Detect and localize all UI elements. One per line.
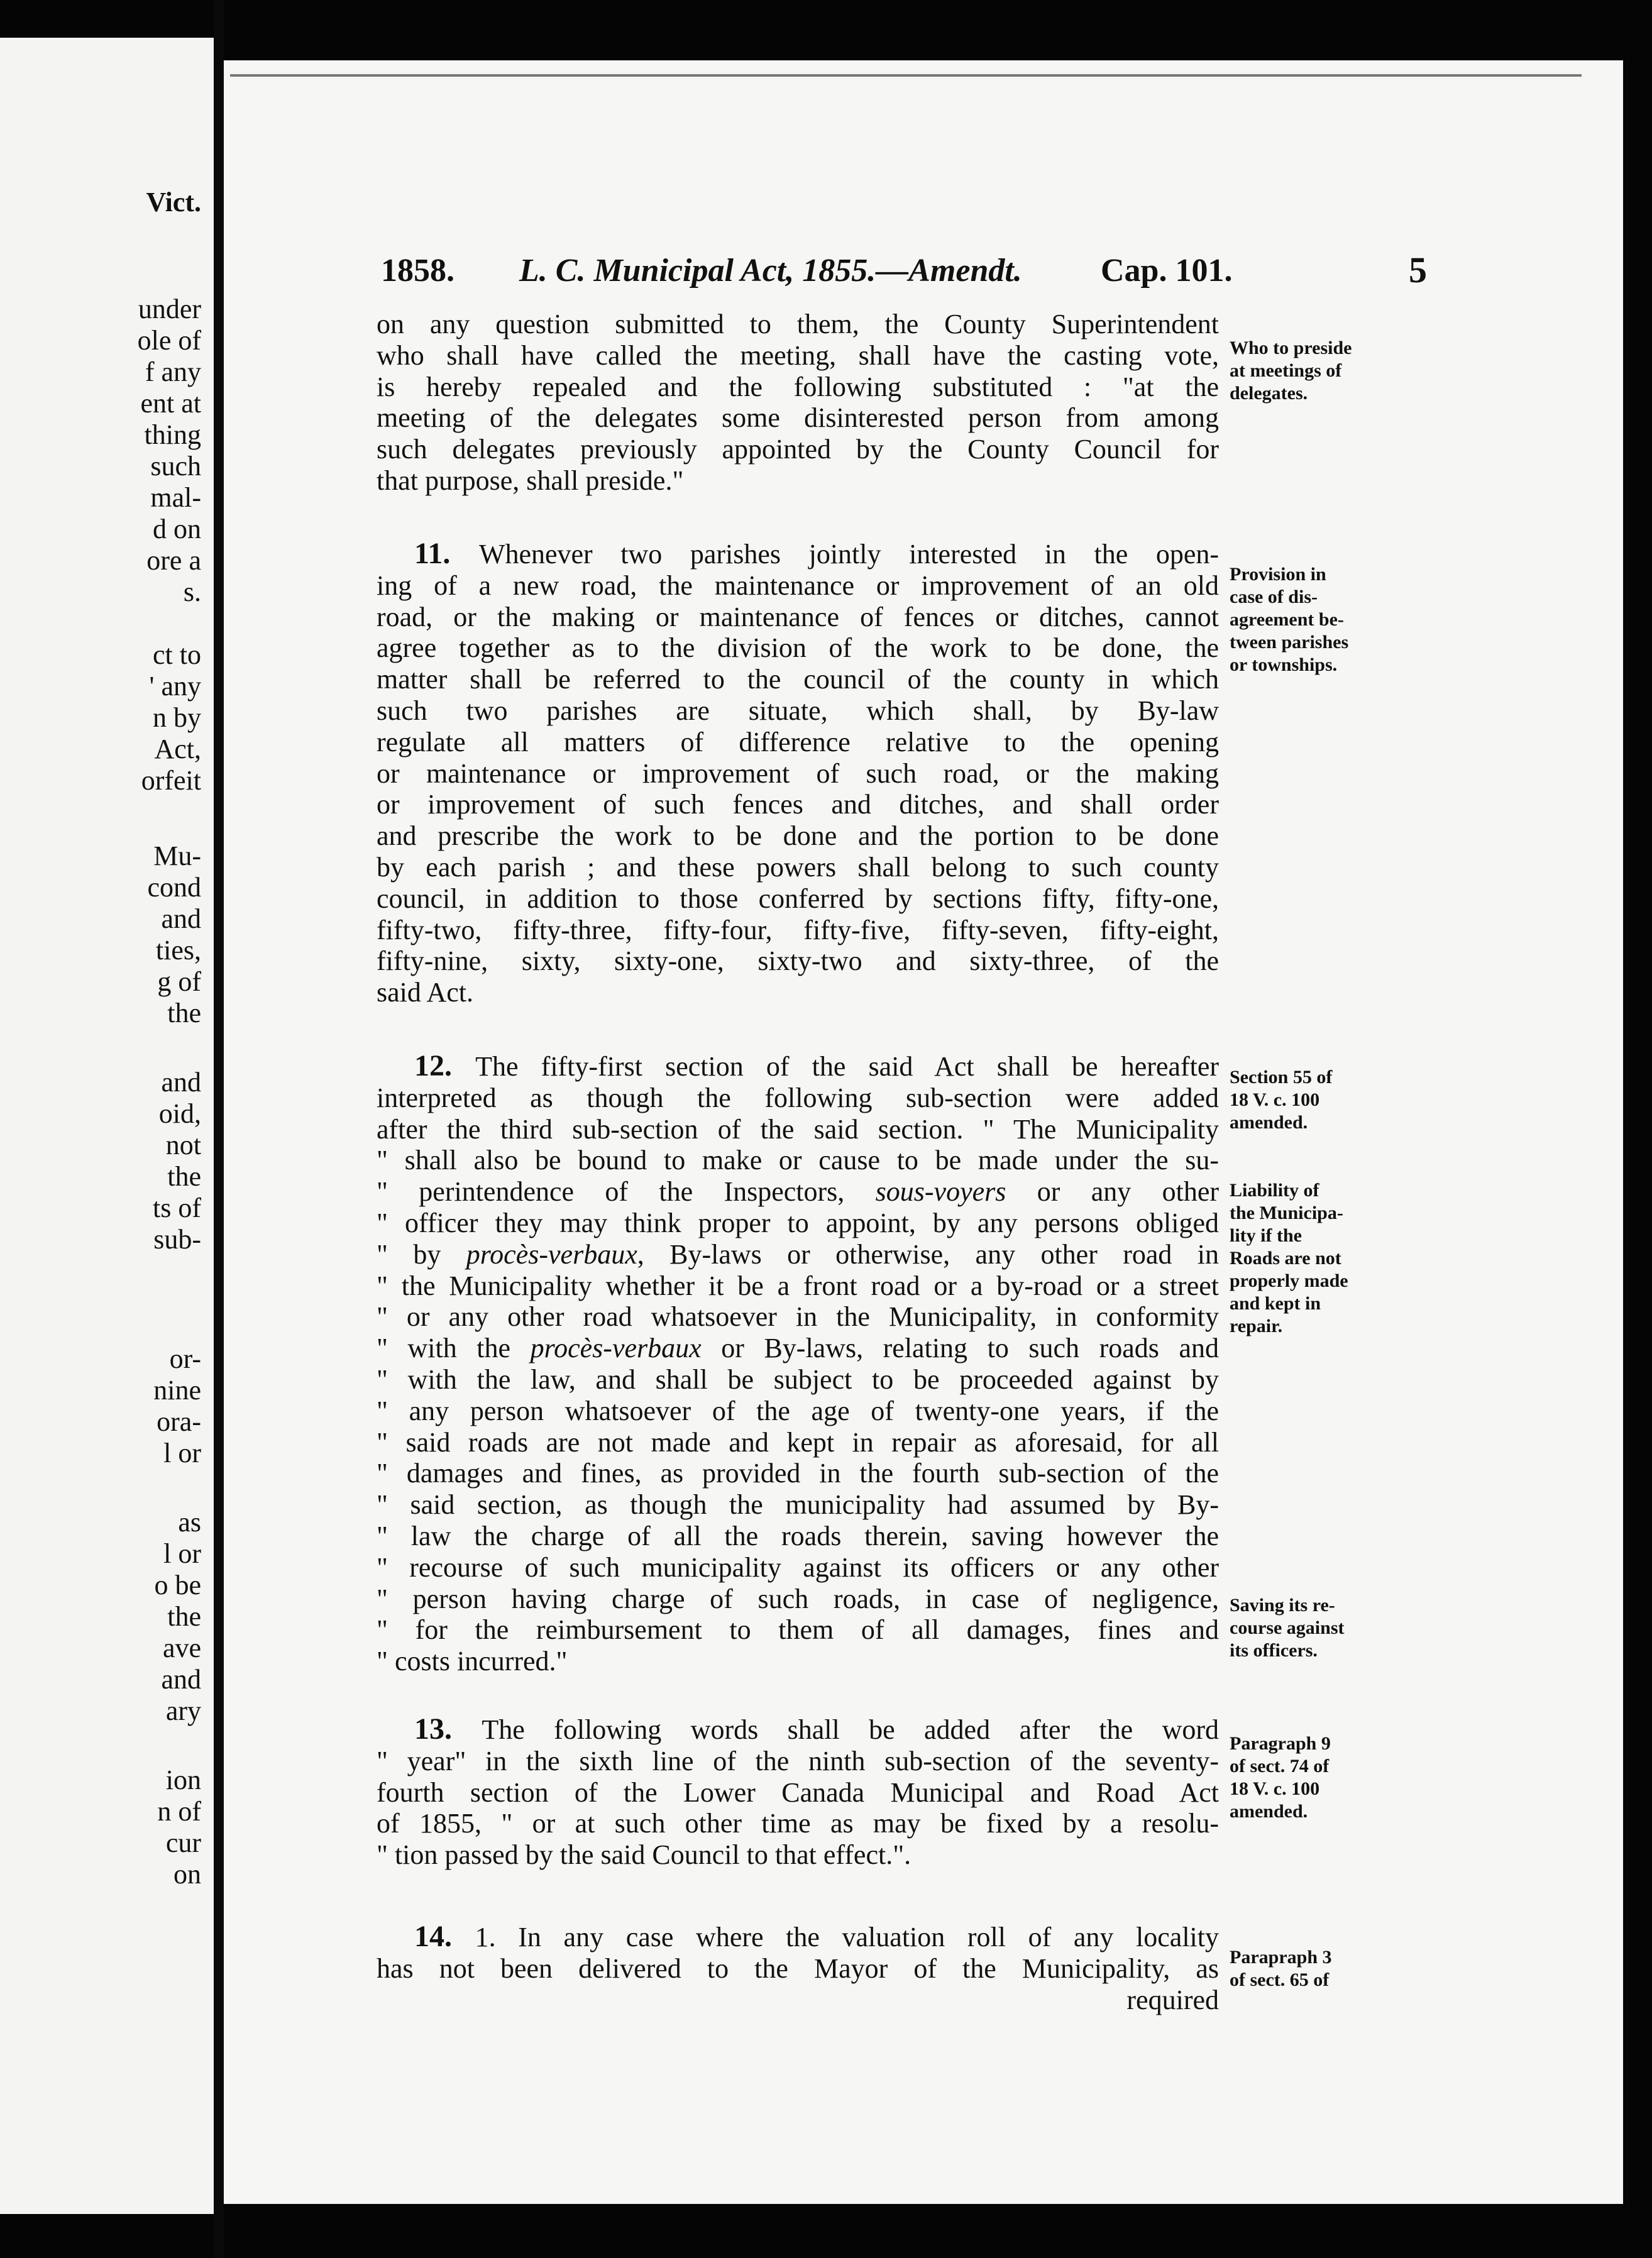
- margin-note: [1230, 337, 1377, 405]
- header-title: L. C. Municipal Act, 1855.—Amendt.: [519, 253, 1022, 289]
- margin-note-line: at meetings of: [1230, 360, 1342, 381]
- paragraph-line: " damages and fines, as provided in the fourth sub-section of the: [377, 1458, 1219, 1489]
- margin-note: [1230, 1066, 1377, 1134]
- paragraph-line: and prescribe the work to be done and the portion to be done: [377, 820, 1219, 852]
- previous-page-fragment: orfeit: [141, 765, 201, 796]
- paragraph-line: that purpose, shall preside.": [377, 465, 684, 496]
- previous-page-fragment: n of: [157, 1796, 201, 1827]
- paragraph-line: after the third sub-section of the said section. " The Municipality: [377, 1113, 1219, 1145]
- paragraph-line: fifty-nine, sixty, sixty-one, sixty-two and sixty-three, of the: [377, 945, 1219, 977]
- previous-page-fragment: s.: [183, 576, 201, 607]
- previous-page-fragment: the: [167, 1601, 201, 1632]
- previous-page-fragment: ent at: [140, 388, 201, 419]
- previous-page-fragment: and: [161, 903, 201, 934]
- margin-note-line: Paragraph 9: [1230, 1733, 1331, 1754]
- previous-page-fragment: d on: [153, 514, 201, 544]
- paragraph-line-text: The following words shall be added after the word: [482, 1714, 1219, 1745]
- section-number: 12.: [414, 1049, 476, 1082]
- previous-page-fragment: ary: [165, 1695, 201, 1726]
- paragraph-line-text: The fifty-first section of the said Act shall be hereafter: [475, 1051, 1219, 1082]
- paragraph-section: [377, 1921, 1219, 2015]
- header-year: 1858.: [381, 253, 454, 289]
- paragraph-line: by each parish ; and these powers shall belong to such county: [377, 851, 1219, 883]
- previous-page-fragment: ave: [162, 1633, 201, 1663]
- margin-note-line: Roads are not: [1230, 1248, 1341, 1269]
- margin-note-line: repair.: [1230, 1316, 1283, 1336]
- paragraph-line: of 1855, " or at such other time as may be fixed by a resolu-: [377, 1808, 1219, 1839]
- margin-note: [1230, 563, 1377, 676]
- previous-page-fragment: ct to: [153, 639, 201, 670]
- paragraph-line: " tion passed by the said Council to that effect.".: [377, 1839, 911, 1871]
- paragraph-line: " the Municipality whether it be a front road or a by-road or a street: [377, 1270, 1219, 1301]
- paragraph-line: ing of a new road, the maintenance or improvement of an old: [377, 570, 1219, 601]
- previous-page-edge: [0, 0, 214, 2258]
- margin-note: [1230, 1946, 1377, 1991]
- paragraph-line: such two parishes are situate, which shall, by By-law: [377, 695, 1219, 726]
- margin-note-line: Saving its re-: [1230, 1595, 1335, 1616]
- previous-page-fragment: Vict.: [146, 187, 201, 218]
- previous-page-fragment: ora-: [157, 1406, 201, 1437]
- paragraph-line: interpreted as though the following sub-section were added: [377, 1082, 1219, 1113]
- paragraph-line: " recourse of such municipality against its officers or any other: [377, 1551, 1219, 1583]
- paragraph-line: agree together as to the division of the work to be done, the: [377, 632, 1219, 664]
- margin-note-line: Liability of: [1230, 1180, 1319, 1201]
- previous-page-fragment: the: [167, 1161, 201, 1192]
- margin-note-line: 18 V. c. 100: [1230, 1778, 1320, 1799]
- paragraph-line: on any question submitted to them, the County Superintendent: [377, 309, 1219, 339]
- paragraph-line: " officer they may think proper to appoint, by any persons obliged: [377, 1207, 1219, 1238]
- paragraph-line: " any person whatsoever of the age of twenty-one years, if the: [377, 1395, 1219, 1426]
- margin-note-line: properly made: [1230, 1270, 1348, 1291]
- paragraph-line-text: 1. In any case where the valuation roll of any locality: [475, 1922, 1220, 1952]
- paragraph-line: meeting of the delegates some disinterested person from among: [377, 402, 1219, 434]
- paragraph-line: " with the procès-verbaux or By-laws, relating to such roads and: [377, 1333, 1219, 1364]
- margin-note-line: delegates.: [1230, 383, 1308, 404]
- previous-page-fragment: not: [165, 1130, 201, 1160]
- previous-page-fragment: thing: [144, 419, 201, 450]
- paragraph-line: who shall have called the meeting, shall have the casting vote,: [377, 339, 1219, 371]
- margin-note-line: the Municipa-: [1230, 1203, 1343, 1223]
- paragraph-section: [377, 1714, 1219, 1871]
- paragraph-section: [377, 538, 1219, 1008]
- previous-page-fragment: on: [173, 1859, 201, 1890]
- paragraph-line: " said roads are not made and kept in repair as aforesaid, for all: [377, 1426, 1219, 1458]
- paragraph-line: " or any other road whatsoever in the Municipality, in conformity: [377, 1301, 1219, 1333]
- paragraph-line: fourth section of the Lower Canada Municipal and Road Act: [377, 1776, 1219, 1808]
- margin-note-line: lity if the: [1230, 1225, 1302, 1246]
- previous-page-fragment: such: [150, 451, 201, 482]
- margin-note-line: and kept in: [1230, 1293, 1321, 1314]
- margin-note-line: Provision in: [1230, 564, 1326, 585]
- margin-note: [1230, 1594, 1377, 1662]
- paragraph-line-text: Whenever two parishes jointly interested in the open-: [478, 539, 1220, 570]
- paragraph-line: " shall also be bound to make or cause to be made under the su-: [377, 1145, 1219, 1176]
- paragraph-line: [377, 1050, 1219, 1082]
- paragraph-line: " by procès-verbaux, By-laws or otherwise, any other road in: [377, 1238, 1219, 1270]
- margin-note-line: or townships.: [1230, 654, 1338, 675]
- previous-page-fragment: ore a: [146, 545, 201, 576]
- margin-note-line: of sect. 65 of: [1230, 1969, 1330, 1990]
- previous-page-fragment: the: [167, 998, 201, 1028]
- paragraph-line: " for the reimbursement to them of all damages, fines and: [377, 1614, 1219, 1646]
- margin-note-line: amended.: [1230, 1112, 1308, 1133]
- paragraph-line: fifty-two, fifty-three, fifty-four, fifty-five, fifty-seven, fifty-eight,: [377, 914, 1219, 945]
- paragraph-line: " law the charge of all the roads therein, saving however the: [377, 1520, 1219, 1551]
- margin-note-line: course against: [1230, 1617, 1345, 1638]
- page-number: 5: [1409, 250, 1427, 290]
- paragraph-line: council, in addition to those conferred by sections fifty, fifty-one,: [377, 883, 1219, 914]
- document-page: [224, 60, 1623, 2204]
- previous-page-fragment: n by: [153, 702, 201, 733]
- paragraph-line: is hereby repealed and the following substituted : "at the: [377, 371, 1219, 402]
- top-shadow-rule: [230, 74, 1582, 77]
- paragraph-line: " year" in the sixth line of the ninth sub-section of the seventy-: [377, 1745, 1219, 1776]
- previous-page-fragment: and: [161, 1664, 201, 1695]
- previous-page-fragment: g of: [157, 966, 201, 997]
- previous-page-fragment: as: [178, 1507, 201, 1538]
- margin-note: [1230, 1179, 1377, 1338]
- paragraph-line: " perintendence of the Inspectors, sous-voyers or any other: [377, 1176, 1219, 1208]
- paragraph-line: " costs incurred.": [377, 1646, 568, 1677]
- paragraph-line: [377, 1714, 1219, 1746]
- paragraph-line: or maintenance or improvement of such road, or the making: [377, 757, 1219, 789]
- paragraph-line: matter shall be referred to the council of the county in which: [377, 664, 1219, 695]
- previous-page-fragment: oid,: [158, 1098, 201, 1129]
- margin-note-line: Parapraph 3: [1230, 1947, 1332, 1968]
- margin-note-line: Section 55 of: [1230, 1067, 1333, 1088]
- paragraph-line: said Act.: [377, 977, 473, 1008]
- paragraph-line: required: [1126, 1984, 1219, 2015]
- paragraph-line: " with the law, and shall be subject to be proceeded against by: [377, 1363, 1219, 1395]
- previous-page-fragment: Act,: [154, 734, 201, 764]
- margin-note-line: case of dis-: [1230, 587, 1318, 607]
- previous-page-fragment: mal-: [150, 482, 201, 513]
- paragraph-line: [377, 1921, 1219, 1953]
- previous-page-fragment: Mu-: [153, 840, 201, 871]
- previous-page-fragment: l or: [163, 1538, 201, 1569]
- previous-page-fragment: and: [161, 1067, 201, 1098]
- previous-page-fragment: nine: [153, 1375, 201, 1406]
- paragraph-line: " said section, as though the municipality had assumed by By-: [377, 1489, 1219, 1521]
- margin-note-line: of sect. 74 of: [1230, 1756, 1330, 1776]
- margin-note-line: amended.: [1230, 1801, 1308, 1822]
- previous-page-fragment: o be: [154, 1570, 201, 1600]
- book-gutter: [214, 0, 224, 2258]
- previous-page-fragment: ts of: [153, 1192, 201, 1223]
- previous-page-fragment: ' any: [149, 671, 201, 702]
- paragraph-section: [377, 1050, 1219, 1677]
- paragraph-line: has not been delivered to the Mayor of the Municipality, as: [377, 1952, 1219, 1984]
- margin-note: [1230, 1732, 1377, 1823]
- previous-page-fragment: cur: [165, 1827, 201, 1858]
- margin-note-line: agreement be-: [1230, 609, 1344, 630]
- previous-page-fragment: ties,: [155, 935, 201, 966]
- margin-note-line: Who to preside: [1230, 338, 1352, 358]
- previous-page-fragment: under: [138, 294, 201, 324]
- previous-page-fragment: l or: [163, 1438, 201, 1468]
- previous-page-fragment: ole of: [137, 325, 201, 356]
- paragraph-line: regulate all matters of difference relative to the opening: [377, 726, 1219, 757]
- margin-note-line: 18 V. c. 100: [1230, 1089, 1320, 1110]
- margin-note-line: tween parishes: [1230, 632, 1349, 653]
- previous-page-fragment: f any: [145, 356, 201, 387]
- previous-page-fragment: sub-: [153, 1224, 201, 1255]
- paragraph-line: road, or the making or maintenance of fences or ditches, cannot: [377, 601, 1219, 632]
- previous-page-fragment: or-: [169, 1343, 201, 1374]
- paragraph-line: " person having charge of such roads, in case of negligence,: [377, 1583, 1219, 1614]
- margin-note-line: its officers.: [1230, 1640, 1318, 1661]
- section-number: 13.: [414, 1712, 482, 1746]
- paragraph-line: such delegates previously appointed by the County Council for: [377, 434, 1219, 465]
- previous-page-fragment: cond: [147, 872, 201, 903]
- section-number: 14.: [414, 1920, 475, 1953]
- paragraph-line: or improvement of such fences and ditches, and shall order: [377, 789, 1219, 820]
- section-number: 11.: [414, 537, 479, 570]
- header-chapter: Cap. 101.: [1101, 253, 1233, 289]
- paragraph-line: [377, 538, 1219, 570]
- paragraph-section: [377, 309, 1219, 497]
- previous-page-fragment: ion: [165, 1765, 201, 1795]
